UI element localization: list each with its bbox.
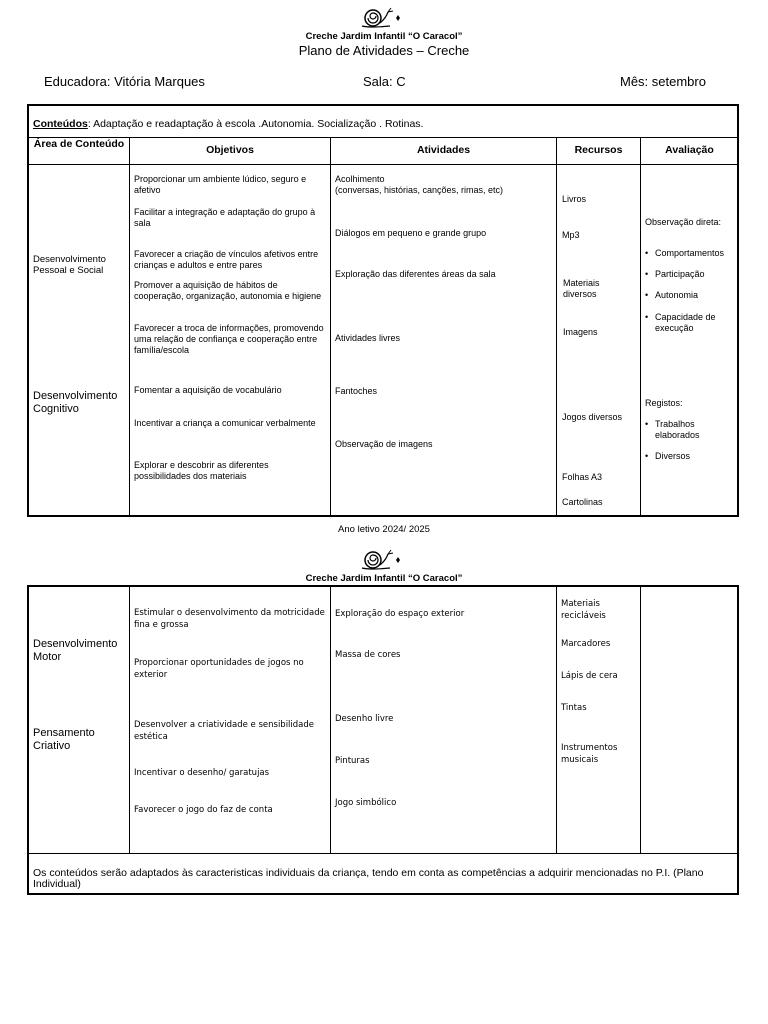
area-motor: Desenvolvimento Motor xyxy=(33,638,118,663)
resource-item: Lápis de cera xyxy=(561,671,618,681)
resource-item: Marcadores xyxy=(561,639,611,649)
activity-item: Diálogos em pequeno e grande grupo xyxy=(335,228,487,238)
activities-table-1 xyxy=(27,104,739,517)
activity-item: Fantoches xyxy=(335,386,378,396)
evaluation-item: • Participação xyxy=(645,269,705,279)
col-header-objectives: Objetivos xyxy=(206,144,254,156)
activity-item: Massa de cores xyxy=(335,650,401,660)
resource-item: Jogos diversos xyxy=(562,412,623,422)
objective-item: Fomentar a aquisição de vocabulário xyxy=(134,385,282,395)
col-header-resources: Recursos xyxy=(574,144,623,156)
month: Mês: setembro xyxy=(620,74,706,89)
contents-label: Conteúdos xyxy=(33,118,88,130)
activity-item: Pinturas xyxy=(335,756,370,766)
educator-name: Educadora: Vitória Marques xyxy=(44,74,205,89)
resource-item: Mp3 xyxy=(562,230,580,240)
resource-item: Livros xyxy=(562,194,587,204)
objective-item: Proporcionar um ambiente lúdico, seguro e afetivo xyxy=(134,174,307,195)
objective-item: Facilitar a integração e adaptação do grupo à sala xyxy=(134,207,316,228)
activity-item: Jogo simbólico xyxy=(335,798,397,808)
objective-item: Incentivar a criança a comunicar verbalmente xyxy=(134,418,316,428)
resource-item: Materiais diversos xyxy=(563,278,600,299)
evaluation-item: • Comportamentos xyxy=(645,248,725,258)
evaluation-item: • Autonomia xyxy=(645,290,699,300)
col-header-evaluation: Avaliação xyxy=(665,144,714,156)
activity-item: Atividades livres xyxy=(335,333,401,343)
col-header-activities: Atividades xyxy=(416,144,471,156)
area-personal-social: Desenvolvimento Pessoal e Social xyxy=(33,254,106,276)
resource-item: Tintas xyxy=(561,703,587,713)
objective-item: Favorecer a criação de vínculos afetivos entre crianças e adultos e entre pares xyxy=(134,249,319,270)
activity-item: Acolhimento xyxy=(335,174,385,184)
area-cognitive: Desenvolvimento Cognitivo xyxy=(33,390,118,415)
room: Sala: C xyxy=(363,74,406,89)
evaluation-records-title: Registos: xyxy=(645,398,683,408)
activity-item: Desenho livre xyxy=(335,714,394,724)
contents-text: : Adaptação e readaptação à escola .Autonomia. Socialização . Rotinas. xyxy=(87,118,424,130)
objective-item: Estimular o desenvolvimento da motricidade fina e grossa xyxy=(134,608,325,630)
activity-item: Exploração das diferentes áreas da sala xyxy=(335,269,496,279)
snail-logo-icon xyxy=(360,548,410,572)
evaluation-direct-title: Observação direta: xyxy=(645,217,722,227)
resource-item: Materiais recicláveis xyxy=(561,599,606,621)
evaluation-item: • Trabalhos elaborados xyxy=(645,419,700,440)
area-creative-thinking: Pensamento Criativo xyxy=(33,727,95,752)
school-name: Creche Jardim Infantil “O Caracol” xyxy=(305,31,463,42)
objective-item: Promover a aquisição de hábitos de cooperação, organização, autonomia e higiene xyxy=(134,280,322,301)
contents-row xyxy=(33,119,423,130)
resource-item: Cartolinas xyxy=(562,497,603,507)
evaluation-item: • Diversos xyxy=(645,451,691,461)
objective-item: Favorecer a troca de informações, promovendo uma relação de confiança e cooperação entre família/escola xyxy=(134,323,324,355)
objective-item: Favorecer o jogo do faz de conta xyxy=(134,805,273,815)
resource-item: Imagens xyxy=(563,327,598,337)
objective-item: Explorar e descobrir as diferentes possibilidades dos materiais xyxy=(134,460,269,481)
plan-title: Plano de Atividades – Creche xyxy=(298,43,470,58)
activity-item: (conversas, histórias, canções, rimas, etc) xyxy=(335,185,504,195)
school-year: Ano letivo 2024/ 2025 xyxy=(338,524,430,535)
objective-item: Incentivar o desenho/ garatujas xyxy=(134,768,270,778)
objective-item: Proporcionar oportunidades de jogos no exterior xyxy=(134,658,304,680)
evaluation-item: • Capacidade de execução xyxy=(645,312,716,333)
adaptation-note: Os conteúdos serão adaptados às caracteristicas individuais da criança, tendo em conta as competências a adquirir mencionadas no P.I. (Plano Individual) xyxy=(33,867,704,890)
activity-item: Observação de imagens xyxy=(335,439,433,449)
resource-item: Instrumentos musicais xyxy=(561,743,618,765)
activity-item: Exploração do espaço exterior xyxy=(335,609,465,619)
school-name: Creche Jardim Infantil “O Caracol” xyxy=(305,573,463,584)
resource-item: Folhas A3 xyxy=(562,472,603,482)
snail-logo-icon xyxy=(360,6,410,30)
col-header-area: Área de Conteúdo xyxy=(33,138,125,150)
objective-item: Desenvolver a criatividade e sensibilidade estética xyxy=(134,720,315,742)
